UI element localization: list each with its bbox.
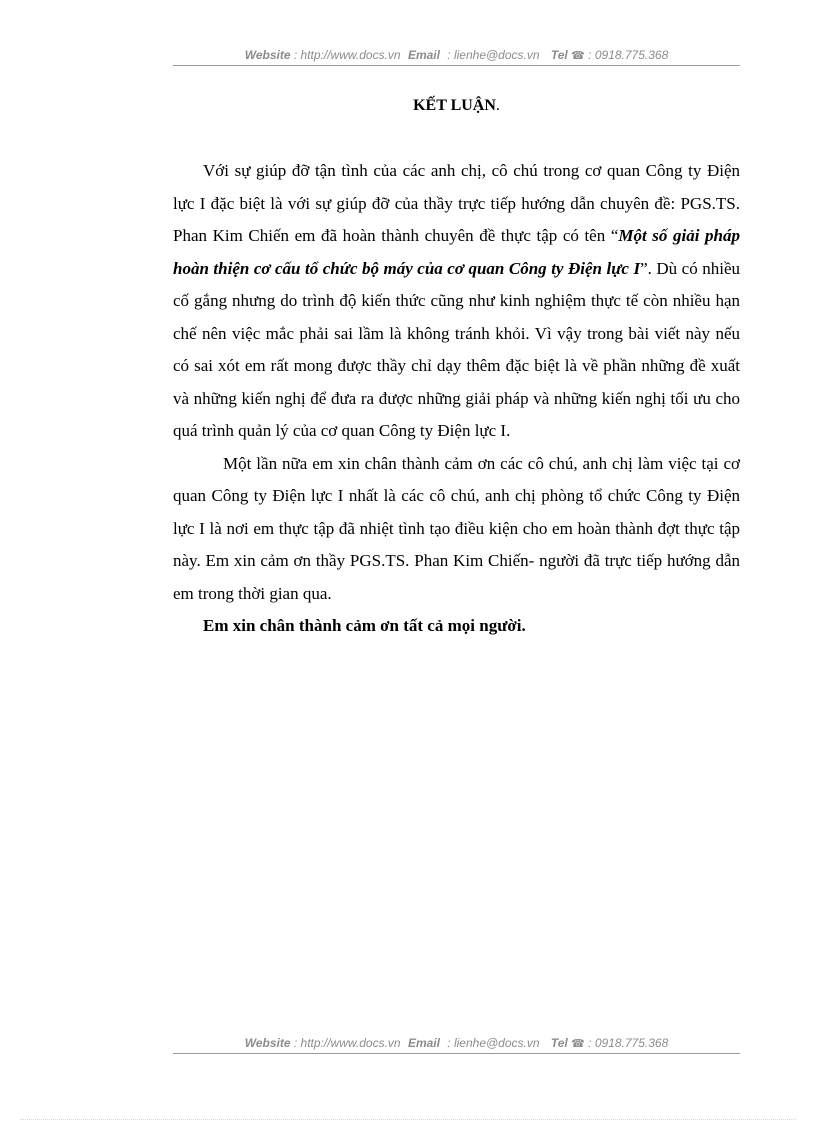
header-website-label: Website — [244, 48, 291, 62]
closing-thanks: Em xin chân thành cảm ơn tất cả mọi người. — [203, 616, 526, 635]
page-edge-divider — [20, 1119, 796, 1120]
footer-tel-value: : 0918.775.368 — [588, 1036, 669, 1050]
document-title: KẾT LUẬN. — [413, 97, 500, 114]
page-footer — [173, 1036, 740, 1054]
header-tel-value: : 0918.775.368 — [588, 48, 669, 62]
page-header — [173, 48, 740, 66]
footer-website-link[interactable]: : http://www.docs.vn — [293, 1036, 401, 1050]
footer-website-label: Website — [244, 1036, 291, 1050]
header-website-link[interactable]: : http://www.docs.vn — [293, 48, 401, 62]
header-email-label: Email — [407, 48, 440, 62]
header-email-link[interactable]: : lienhe@docs.vn — [447, 48, 540, 62]
conclusion-paragraph-2: Một lần nữa em xin chân thành cảm ơn các cô chú, anh chị làm việc tại cơ quan Công ty Điện lực I nhất là các cô chú, anh chị phòng tổ chức Công ty Điện lực I là nơi em thực tập đã nhiệt tình tạo điều kiện cho em hoàn thành đợt thực tập này. Em xin cảm ơn thầy PGS.TS. Phan Kim Chiến- người đã trực tiếp hướng dẫn em trong thời gian qua. — [173, 453, 740, 603]
footer-email-label: Email — [407, 1036, 440, 1050]
telephone-icon: ☎ — [571, 1038, 585, 1050]
telephone-icon: ☎ — [571, 50, 585, 62]
conclusion-paragraph-1: Với sự giúp đỡ tận tình của các anh chị, cô chú trong cơ quan Công ty Điện lực I đặc biệt là với sự giúp đỡ của thầy trực tiếp hướng dẫn chuyên đề: PGS.TS. Phan Kim Chiến em đã hoàn thành chuyên đề thực tập có tên “Một số giải pháp hoàn thiện cơ cấu tổ chức bộ máy của cơ quan Công ty Điện lực I”. Dù có nhiều cố gắng nhưng do trình độ kiến thức cũng như kinh nghiệm thực tế còn nhiều hạn chế nên việc mắc phải sai lầm là không tránh khỏi. Vì vậy trong bài viết này nếu có sai xót em rất mong được thầy chỉ dạy thêm đặc biệt là về phần những đề xuất và những kiến nghị để đưa ra được những giải pháp và những kiến nghị tối ưu cho quá trình quản lý của cơ quan Công ty Điện lực I. — [173, 161, 740, 440]
document-body — [173, 155, 740, 643]
thesis-title-emphasis: Một số giải pháp hoàn thiện cơ cấu tổ chức bộ máy của cơ quan Công ty Điện lực I — [173, 226, 740, 278]
footer-email-link[interactable]: : lienhe@docs.vn — [447, 1036, 540, 1050]
header-tel-label: Tel — [550, 48, 568, 62]
footer-tel-label: Tel — [550, 1036, 568, 1050]
